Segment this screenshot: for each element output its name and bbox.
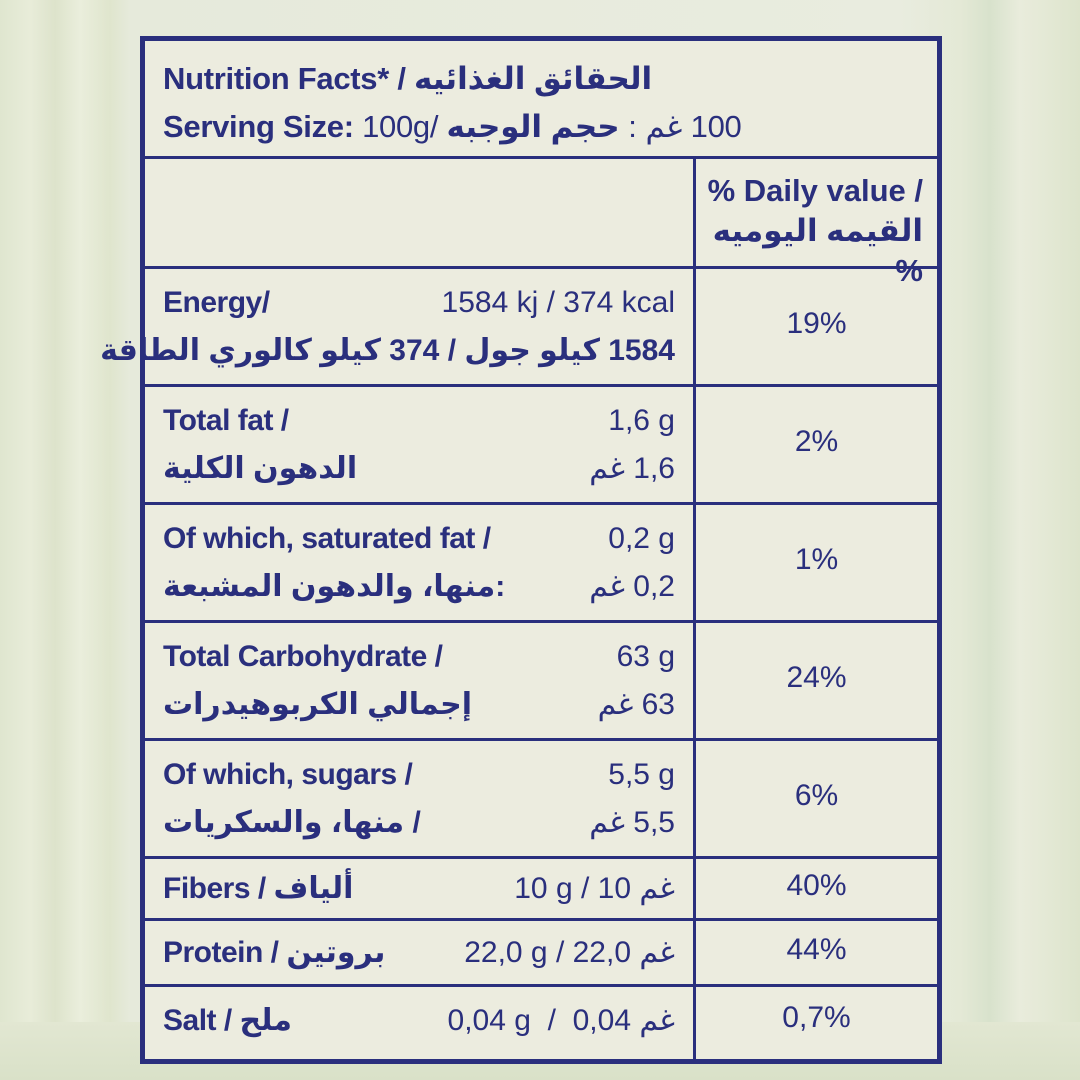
daily-value-header-en: % Daily value / <box>707 173 923 208</box>
daily-value: 44% <box>786 933 847 966</box>
nutrient-value: 10 g / 10 غم <box>514 872 675 905</box>
nutrient-name-ar: بروتين <box>286 936 386 969</box>
nutrient-value-en: 1584 kj / 374 kcal <box>441 286 675 319</box>
nutrient-line <box>163 1001 683 1041</box>
nutrition-facts-panel <box>100 36 942 1064</box>
title-ar: الحقائق الغذائيه <box>413 61 653 96</box>
daily-value-header-ar: القيمه اليوميه % <box>712 213 923 288</box>
table-row-total-carbohydrate <box>145 623 937 741</box>
serving-size-value-ar: 100 غم : <box>628 109 742 144</box>
nutrient-value-ar: 1,6 غم <box>589 452 675 485</box>
nutrient-line-ar <box>100 331 683 371</box>
table-row-fibers <box>145 859 937 921</box>
nutrient-line-ar <box>163 567 683 607</box>
nutrient-line <box>163 933 683 973</box>
nutrient-value-en: 5,5 g <box>608 758 675 791</box>
nutrient-value-ar: 5,5 غم <box>589 806 675 839</box>
serving-size-label: Serving Size: <box>163 109 354 144</box>
serving-size-value: 100g/ <box>353 109 439 144</box>
daily-value: 1% <box>794 543 839 576</box>
daily-value: 40% <box>786 869 847 902</box>
nutrient-name-en: Of which, saturated fat / <box>163 522 491 555</box>
serving-size <box>163 109 741 145</box>
nutrient-value-ar: 0,2 غم <box>589 570 675 603</box>
nutrient-value: 0,04 g / 0,04 غم <box>447 1004 675 1037</box>
nutrient-value-ar: 63 غم <box>597 688 675 721</box>
daily-value-header-row <box>145 159 937 288</box>
nutrient-name-en: Energy/ <box>163 286 270 319</box>
table-row-protein <box>145 921 937 987</box>
nutrient-line-en <box>163 401 683 441</box>
daily-value: 2% <box>794 425 839 458</box>
nutrient-value-en: 0,2 g <box>608 522 675 555</box>
table-row-saturated-fat <box>145 505 937 623</box>
daily-value: 24% <box>786 661 847 694</box>
nutrient-name <box>163 869 353 909</box>
nutrient-line-en <box>163 283 683 323</box>
nutrient-line-ar <box>163 449 683 489</box>
nutrient-value: 22,0 g / 22,0 غم <box>464 936 675 969</box>
nutrient-name-en: Fibers / <box>163 872 266 905</box>
nutrient-name-ar: 1584 كيلو جول / 374 كيلو كالوري الطاقة <box>100 334 675 367</box>
daily-value: 0,7% <box>782 1001 851 1034</box>
nutrient-name-en: Of which, sugars / <box>163 758 413 791</box>
nutrient-name-en: Protein / <box>163 936 279 969</box>
nutrient-line-en <box>163 637 683 677</box>
nutrient-line <box>163 869 683 909</box>
title-separator: / <box>389 61 406 96</box>
daily-value: 19% <box>786 307 847 340</box>
nutrient-name-en: Total Carbohydrate / <box>163 640 443 673</box>
table-row-salt <box>145 987 937 1059</box>
nutrient-name <box>163 933 385 973</box>
title-en: Nutrition Facts* <box>163 61 389 96</box>
nutrient-value-en: 63 g <box>616 640 675 673</box>
nutrient-name-en: Total fat / <box>163 404 289 437</box>
nutrient-line-en <box>163 519 683 559</box>
nutrient-line-ar <box>163 803 683 843</box>
nutrient-name <box>163 1001 292 1041</box>
daily-value: 6% <box>794 779 839 812</box>
nutrient-name-en: Salt / <box>163 1004 232 1037</box>
nutrient-line-ar <box>163 685 683 725</box>
table-row-energy <box>100 269 937 387</box>
nutrient-name-ar: الدهون الكلية <box>163 452 358 485</box>
nutrient-name-ar: / منها، والسكريات <box>163 806 421 839</box>
table-row-total-fat <box>145 387 937 505</box>
nutrient-name-ar: إجمالي الكربوهيدرات <box>163 688 473 721</box>
page-title <box>163 61 652 97</box>
table-row-sugars <box>145 741 937 859</box>
nutrition-header <box>145 41 937 159</box>
nutrient-value-en: 1,6 g <box>608 404 675 437</box>
nutrient-line-en <box>163 755 683 795</box>
serving-size-label-ar: حجم الوجبه <box>446 109 620 144</box>
nutrient-name-ar: :منها، والدهون المشبعة <box>163 570 506 603</box>
nutrient-name-ar: ألياف <box>273 872 354 905</box>
nutrient-name-ar: ملح <box>239 1004 292 1037</box>
